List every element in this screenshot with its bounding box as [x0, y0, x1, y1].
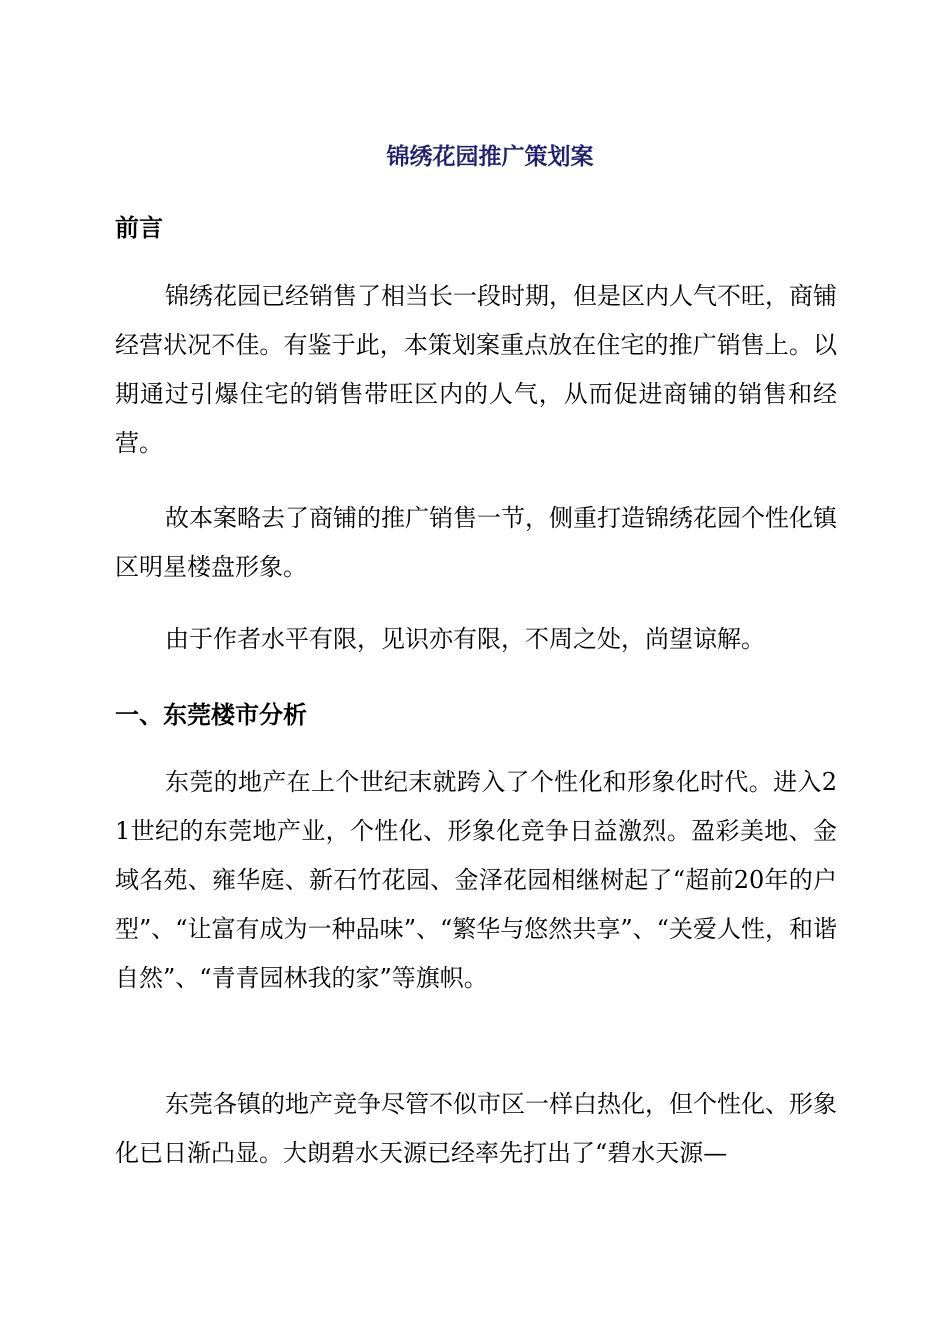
market-paragraph-1: 东莞的地产在上个世纪末就跨入了个性化和形象化时代。进入21世纪的东莞地产业，个性化、形象化竞争日益激烈。盈彩美地、金域名苑、雍华庭、新石竹花园、金泽花园相继树起了“超前20年的户型”、“让富有成为一种品味”、“繁华与悠然共享”、“关爱人性，和谐自然”、“青青园林我的家”等旗帜。 [115, 768, 837, 992]
preface-paragraph-1: 锦绣花园已经销售了相当长一段时期，但是区内人气不旺，商铺经营状况不佳。有鉴于此，本策划案重点放在住宅的推广销售上。以期通过引爆住宅的销售带旺区内的人气，从而促进商铺的销售和经营。 [115, 282, 837, 457]
section-heading-market-analysis: 一、东莞楼市分析 [115, 701, 307, 729]
document-title: 锦绣花园推广策划案 [386, 144, 594, 170]
market-paragraph-2: 东莞各镇的地产竞争尽管不似市区一样白热化，但个性化、形象化已日渐凸显。大朗碧水天源已经率先打出了“碧水天源— [115, 1090, 837, 1167]
preface-paragraph-2: 故本案略去了商铺的推广销售一节，侧重打造锦绣花园个性化镇区明星楼盘形象。 [115, 504, 837, 581]
preface-paragraph-3: 由于作者水平有限，见识亦有限，不周之处，尚望谅解。 [165, 625, 765, 653]
section-heading-preface: 前言 [115, 214, 163, 242]
